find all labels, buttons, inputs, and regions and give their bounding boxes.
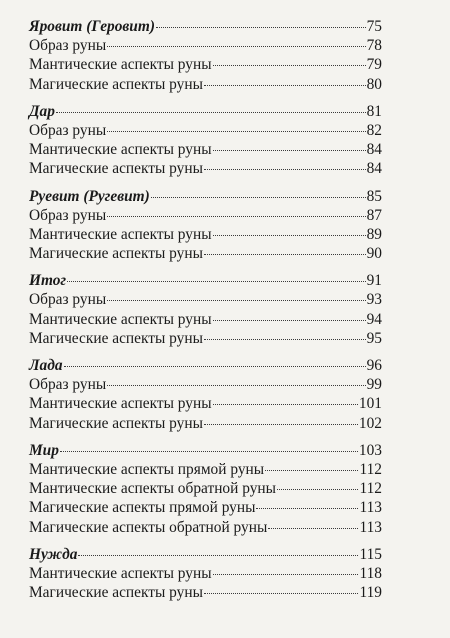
toc-entry-page: 87 — [366, 206, 382, 224]
toc-heading — [29, 356, 382, 375]
dot-leader — [204, 169, 366, 170]
toc-entry-page: 90 — [366, 245, 382, 263]
toc-entry-page: 94 — [366, 310, 382, 328]
dot-leader — [107, 300, 365, 301]
toc-entry — [29, 518, 382, 537]
toc-entry-page: 84 — [366, 160, 382, 178]
toc-entry — [29, 244, 382, 263]
toc-heading — [29, 187, 382, 206]
dot-leader — [107, 46, 365, 47]
toc-section — [29, 17, 382, 94]
toc-entry-label: Образ руны — [29, 206, 107, 224]
toc-entry-page: 99 — [366, 376, 382, 394]
toc-heading-page: 96 — [366, 357, 382, 374]
dot-leader — [64, 366, 366, 367]
toc-entry-page: 112 — [359, 460, 382, 478]
toc-heading-page: 81 — [366, 102, 382, 120]
toc-entry-page: 101 — [358, 395, 382, 413]
toc-entry-label: Образ руны — [29, 291, 107, 309]
toc-heading-page: 75 — [366, 18, 382, 35]
toc-section — [29, 102, 382, 179]
toc-heading-title: Мир — [29, 441, 59, 459]
dot-leader — [204, 424, 358, 425]
toc-heading — [29, 271, 382, 290]
toc-entry — [29, 206, 382, 225]
toc-entry — [29, 290, 382, 309]
toc-heading — [29, 17, 382, 36]
toc-section — [29, 271, 382, 348]
toc-entry-label: Мантические аспекты прямой руны — [29, 460, 265, 478]
dot-leader — [204, 85, 366, 86]
toc-entry-page: 113 — [359, 518, 382, 536]
toc-entry-label: Мантические аспекты руны — [29, 56, 212, 74]
toc-entry-label: Мантические аспекты руны — [29, 141, 212, 159]
toc-entry — [29, 375, 382, 394]
dot-leader — [213, 235, 366, 236]
toc-heading-page: 115 — [359, 545, 382, 563]
dot-leader — [213, 65, 366, 66]
toc-heading — [29, 102, 382, 121]
toc-section — [29, 441, 382, 537]
toc-entry — [29, 498, 382, 517]
toc-entry-page: 79 — [366, 56, 382, 74]
toc-heading-title: Нужда — [29, 545, 78, 563]
toc-entry-page: 80 — [366, 75, 382, 93]
dot-leader — [107, 131, 365, 132]
toc-entry — [29, 329, 382, 348]
dot-leader — [277, 489, 359, 490]
toc-entry-label: Магические аспекты руны — [29, 75, 203, 93]
toc-heading-title: Лада — [29, 357, 63, 374]
toc-entry — [29, 564, 382, 583]
dot-leader — [204, 254, 366, 255]
toc-entry-label: Магические аспекты руны — [29, 329, 203, 347]
toc-entry-label: Магические аспекты руны — [29, 584, 203, 602]
toc-entry-label: Магические аспекты руны — [29, 245, 203, 263]
dot-leader — [151, 197, 366, 198]
toc-entry — [29, 140, 382, 159]
dot-leader — [56, 112, 366, 113]
dot-leader — [256, 508, 358, 509]
toc-section — [29, 187, 382, 264]
dot-leader — [213, 574, 359, 575]
dot-leader — [156, 27, 366, 28]
dot-leader — [268, 528, 358, 529]
dot-leader — [213, 320, 366, 321]
dot-leader — [213, 404, 358, 405]
toc-entry-label: Магические аспекты обратной руны — [29, 518, 268, 536]
toc-heading-page: 103 — [358, 441, 382, 459]
dot-leader — [213, 150, 366, 151]
toc-entry-label: Мантические аспекты руны — [29, 310, 212, 328]
toc-entry-label: Мантические аспекты руны — [29, 225, 212, 243]
toc-section — [29, 545, 382, 603]
toc-entry — [29, 55, 382, 74]
toc-entry-page: 82 — [366, 121, 382, 139]
toc-entry-page: 89 — [366, 225, 382, 243]
toc-entry — [29, 414, 382, 433]
table-of-contents — [29, 17, 382, 602]
dot-leader — [60, 451, 358, 452]
toc-entry-label: Мантические аспекты руны — [29, 395, 212, 413]
toc-entry-label: Образ руны — [29, 37, 107, 55]
toc-heading-title: Яровит (Геровит) — [29, 18, 155, 35]
toc-heading-page: 85 — [366, 187, 382, 205]
toc-entry-label: Мантические аспекты обратной руны — [29, 480, 276, 498]
toc-heading-page: 91 — [366, 272, 382, 290]
toc-entry — [29, 159, 382, 178]
toc-entry-label: Образ руны — [29, 121, 107, 139]
toc-entry — [29, 225, 382, 244]
toc-entry-page: 112 — [359, 480, 382, 498]
toc-entry-page: 84 — [366, 141, 382, 159]
dot-leader — [204, 593, 359, 594]
toc-entry-page: 118 — [359, 564, 382, 582]
toc-entry-page: 95 — [366, 329, 382, 347]
toc-heading-title: Итог — [29, 272, 67, 290]
toc-entry-page: 113 — [359, 499, 382, 517]
toc-entry — [29, 479, 382, 498]
toc-entry — [29, 460, 382, 479]
toc-entry-label: Магические аспекты руны — [29, 160, 203, 178]
toc-heading — [29, 441, 382, 460]
toc-entry — [29, 394, 382, 413]
toc-entry — [29, 310, 382, 329]
toc-entry — [29, 583, 382, 602]
toc-entry-label: Магические аспекты прямой руны — [29, 499, 256, 517]
toc-heading — [29, 545, 382, 564]
dot-leader — [67, 281, 365, 282]
toc-entry — [29, 75, 382, 94]
toc-entry-page: 119 — [359, 584, 382, 602]
toc-entry-page: 102 — [358, 414, 382, 432]
dot-leader — [204, 339, 366, 340]
toc-entry-label: Образ руны — [29, 376, 107, 394]
dot-leader — [78, 555, 358, 556]
toc-entry-label: Магические аспекты руны — [29, 414, 203, 432]
toc-entry — [29, 121, 382, 140]
toc-heading-title: Руевит (Ругевит) — [29, 187, 150, 205]
dot-leader — [107, 216, 365, 217]
toc-section — [29, 356, 382, 433]
toc-entry-label: Мантические аспекты руны — [29, 564, 212, 582]
toc-entry-page: 93 — [366, 291, 382, 309]
dot-leader — [107, 385, 365, 386]
toc-entry-page: 78 — [366, 37, 382, 55]
toc-entry — [29, 36, 382, 55]
dot-leader — [265, 470, 358, 471]
toc-heading-title: Дар — [29, 102, 55, 120]
